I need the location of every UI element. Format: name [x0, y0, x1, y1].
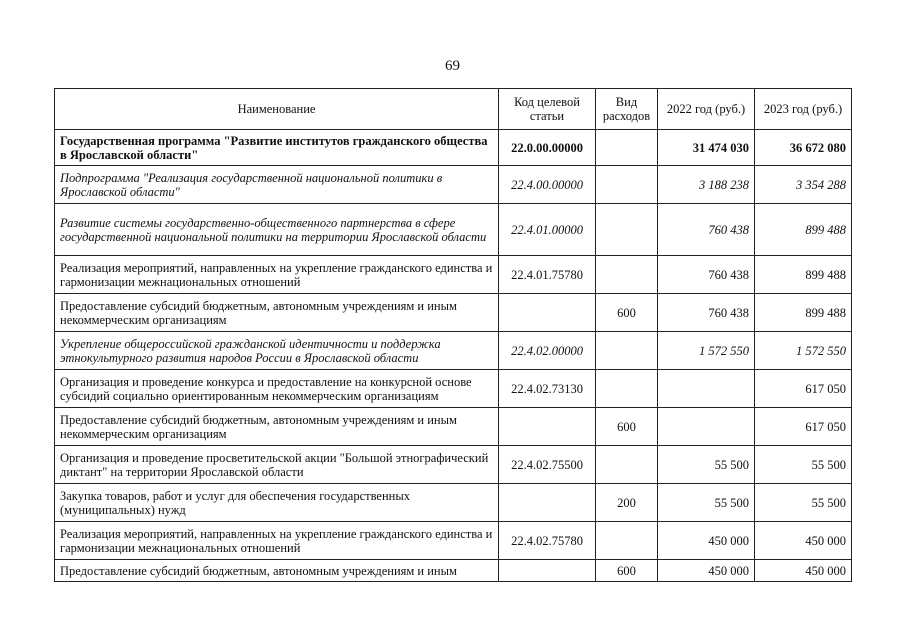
row-name: Государственная программа "Развитие институтов гражданского общества в Ярославской области" — [55, 130, 499, 166]
row-amount-2023: 450 000 — [755, 560, 852, 582]
row-amount-2022: 55 500 — [658, 446, 755, 484]
table-row — [55, 256, 852, 294]
row-amount-2023: 899 488 — [755, 204, 852, 256]
row-amount-2022: 1 572 550 — [658, 332, 755, 370]
row-vid — [596, 166, 658, 204]
row-amount-2023: 55 500 — [755, 446, 852, 484]
row-name: Развитие системы государственно-общественного партнерства в сфере государственной национальной политики на территории Ярославской области — [55, 204, 499, 256]
table-body — [55, 130, 852, 582]
row-amount-2022 — [658, 408, 755, 446]
row-name: Подпрограмма "Реализация государственной национальной политики в Ярославской области" — [55, 166, 499, 204]
row-code — [499, 484, 596, 522]
row-code: 22.4.01.75780 — [499, 256, 596, 294]
row-name: Укрепление общероссийской гражданской идентичности и поддержка этнокультурного развития народов России в Ярославской области — [55, 332, 499, 370]
table-row — [55, 166, 852, 204]
row-vid: 600 — [596, 560, 658, 582]
row-vid — [596, 204, 658, 256]
row-amount-2023: 899 488 — [755, 256, 852, 294]
row-vid — [596, 522, 658, 560]
row-vid — [596, 130, 658, 166]
table-row — [55, 130, 852, 166]
row-amount-2022: 3 188 238 — [658, 166, 755, 204]
row-amount-2023: 899 488 — [755, 294, 852, 332]
row-vid — [596, 256, 658, 294]
row-amount-2023: 36 672 080 — [755, 130, 852, 166]
budget-table — [54, 88, 852, 582]
row-amount-2023: 3 354 288 — [755, 166, 852, 204]
row-name: Предоставление субсидий бюджетным, автономным учреждениям и иным некоммерческим организациям — [55, 408, 499, 446]
table-row — [55, 204, 852, 256]
table-row — [55, 294, 852, 332]
header-code: Код целевой статьи — [499, 89, 596, 130]
row-name: Реализация мероприятий, направленных на укрепление гражданского единства и гармонизации межнациональных отношений — [55, 256, 499, 294]
table-row — [55, 446, 852, 484]
row-name: Организация и проведение просветительской акции "Большой этнографический диктант" на территории Ярославской области — [55, 446, 499, 484]
row-amount-2022: 760 438 — [658, 256, 755, 294]
row-vid: 600 — [596, 408, 658, 446]
table-row — [55, 560, 852, 582]
row-code: 22.4.02.00000 — [499, 332, 596, 370]
row-name: Закупка товаров, работ и услуг для обеспечения государственных (муниципальных) нужд — [55, 484, 499, 522]
row-vid — [596, 370, 658, 408]
header-name: Наименование — [55, 89, 499, 130]
row-amount-2023: 450 000 — [755, 522, 852, 560]
row-amount-2023: 1 572 550 — [755, 332, 852, 370]
row-vid: 200 — [596, 484, 658, 522]
row-amount-2023: 617 050 — [755, 370, 852, 408]
table-row — [55, 522, 852, 560]
table-header — [55, 89, 852, 130]
row-code: 22.4.01.00000 — [499, 204, 596, 256]
row-code — [499, 294, 596, 332]
row-amount-2023: 55 500 — [755, 484, 852, 522]
row-amount-2022 — [658, 370, 755, 408]
row-amount-2022: 31 474 030 — [658, 130, 755, 166]
row-name: Предоставление субсидий бюджетным, автономным учреждениям и иным — [55, 560, 499, 582]
table-row — [55, 332, 852, 370]
row-amount-2022: 760 438 — [658, 294, 755, 332]
row-code: 22.4.00.00000 — [499, 166, 596, 204]
row-code: 22.4.02.75780 — [499, 522, 596, 560]
header-2022: 2022 год (руб.) — [658, 89, 755, 130]
row-vid — [596, 446, 658, 484]
row-code — [499, 560, 596, 582]
table-row — [55, 484, 852, 522]
row-amount-2022: 760 438 — [658, 204, 755, 256]
row-amount-2022: 450 000 — [658, 560, 755, 582]
row-vid — [596, 332, 658, 370]
header-row — [55, 89, 852, 130]
row-code — [499, 408, 596, 446]
row-amount-2022: 450 000 — [658, 522, 755, 560]
row-code: 22.4.02.75500 — [499, 446, 596, 484]
row-code: 22.0.00.00000 — [499, 130, 596, 166]
header-vid: Вид расходов — [596, 89, 658, 130]
row-vid: 600 — [596, 294, 658, 332]
row-code: 22.4.02.73130 — [499, 370, 596, 408]
page-number: 69 — [445, 58, 460, 74]
row-name: Организация и проведение конкурса и предоставление на конкурсной основе субсидий социально ориентированным некоммерческим организациям — [55, 370, 499, 408]
header-2023: 2023 год (руб.) — [755, 89, 852, 130]
row-amount-2022: 55 500 — [658, 484, 755, 522]
table-row — [55, 408, 852, 446]
table-row — [55, 370, 852, 408]
row-amount-2023: 617 050 — [755, 408, 852, 446]
row-name: Реализация мероприятий, направленных на укрепление гражданского единства и гармонизации межнациональных отношений — [55, 522, 499, 560]
row-name: Предоставление субсидий бюджетным, автономным учреждениям и иным некоммерческим организациям — [55, 294, 499, 332]
